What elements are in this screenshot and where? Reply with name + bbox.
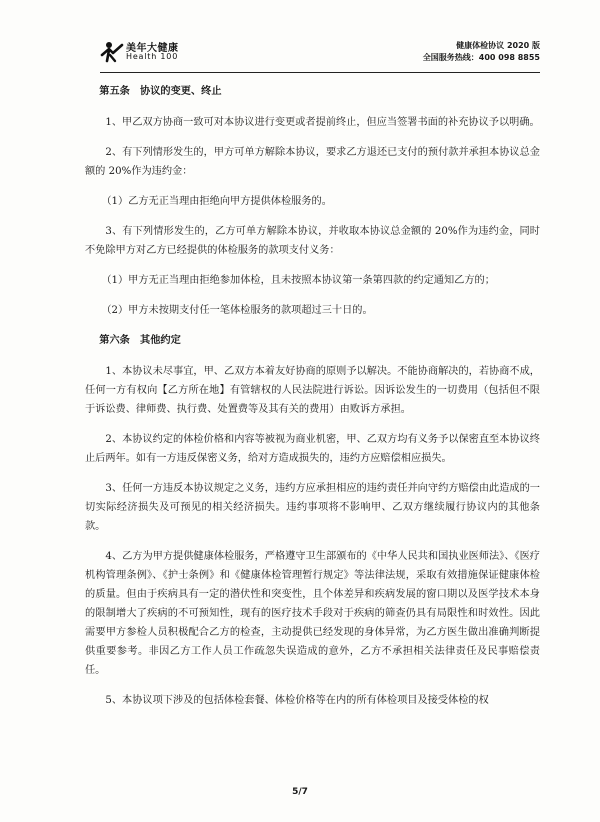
section-heading: 第六条 其他约定 — [99, 335, 181, 346]
list-item: （1）乙方无正当理由拒绝向甲方提供体检服务的。 — [101, 196, 332, 207]
paragraph: 2、有下列情形发生的，甲方可单方解除本协议，要求乙方退还已支付的预付款并承担本协议总金额的 20%作为违约金： — [85, 147, 540, 177]
service-hotline: 全国服务热线：400 098 8855 — [422, 53, 540, 62]
paragraph: 4、乙方为甲方提供健康体检服务，严格遵守卫生部颁布的《中华人民共和国执业医师法》、《医疗机构管理条例》、《护士条例》和《健康体检管理暂行规定》等法律法规，采取有效措施保证健康体检的质量。但由于疾病具有一定的潜伏性和突变性，且个体差异和疾病发展的窗口期以及医学技术本身的限制增大了疾病的不可预知性，现有的医疗技术手段对于疾病的筛查仍具有局限性和时效性。因此需要甲方参检人员积极配合乙方的检查，主动提供已经发现的身体异常，为乙方医生做出准确判断提供重要参考。非因乙方工作人员工作疏忽失误造成的意外，乙方不承担相关法律责任及民事赔偿责任。 — [85, 551, 540, 676]
paragraph: 5、本协议项下涉及的包括体检套餐、体检价格等在内的所有体检项目及接受体检的权 — [105, 695, 489, 706]
paragraph: 3、任何一方违反本协议规定之义务，违约方应承担相应的违约责任并向守约方赔偿由此造成的一切实际经济损失及可预见的相关经济损失。违约事项将不影响甲、乙双方继续履行协议内的其他条款。 — [85, 483, 540, 532]
paragraph: 3、有下列情形发生的，乙方可单方解除本协议，并收取本协议总金额的 20%作为违约金，同时不免除甲方对乙方已经提供的体检服务的款项支付义务： — [85, 226, 540, 256]
list-item: （2）甲方未按期支付任一笔体检服务的款项超过三十日的。 — [101, 305, 373, 316]
paragraph: 2、本协议约定的体检价格和内容等被视为商业机密，甲、乙双方均有义务予以保密直至本协议终止后两年。如有一方违反保密义务，给对方造成损失的，违约方应赔偿相应损失。 — [85, 434, 540, 464]
company-logo — [100, 37, 250, 67]
paragraph: 1、本协议未尽事宜，甲、乙双方本着友好协商的原则予以解决。不能协商解决的，若协商不成，任何一方有权向【乙方所在地】有管辖权的人民法院进行诉讼。因诉讼发生的一切费用（包括但不限于诉讼费、律师费、执行费、处置费等及其有关的费用）由败诉方承担。 — [85, 366, 540, 415]
section-heading: 第五条 协议的变更、终止 — [99, 86, 222, 97]
page-number: 5/7 — [292, 787, 308, 797]
agreement-title: 健康体检协议 2020 版 — [456, 41, 540, 50]
logo-chinese-text: 美年大健康 — [126, 43, 179, 54]
header-divider — [100, 72, 540, 73]
list-item: （1）甲方无正当理由拒绝参加体检，且未按照本协议第一条第四款的约定通知乙方的； — [101, 275, 495, 286]
page-header — [100, 37, 540, 67]
paragraph: 1、甲乙双方协商一致可对本协议进行变更或者提前终止，但应当签署书面的补充协议予以明确。 — [105, 117, 540, 128]
logo-figure-icon — [100, 41, 124, 63]
logo-english-text: Health 100 — [126, 52, 179, 61]
document-body — [85, 82, 540, 721]
header-info — [423, 40, 540, 64]
